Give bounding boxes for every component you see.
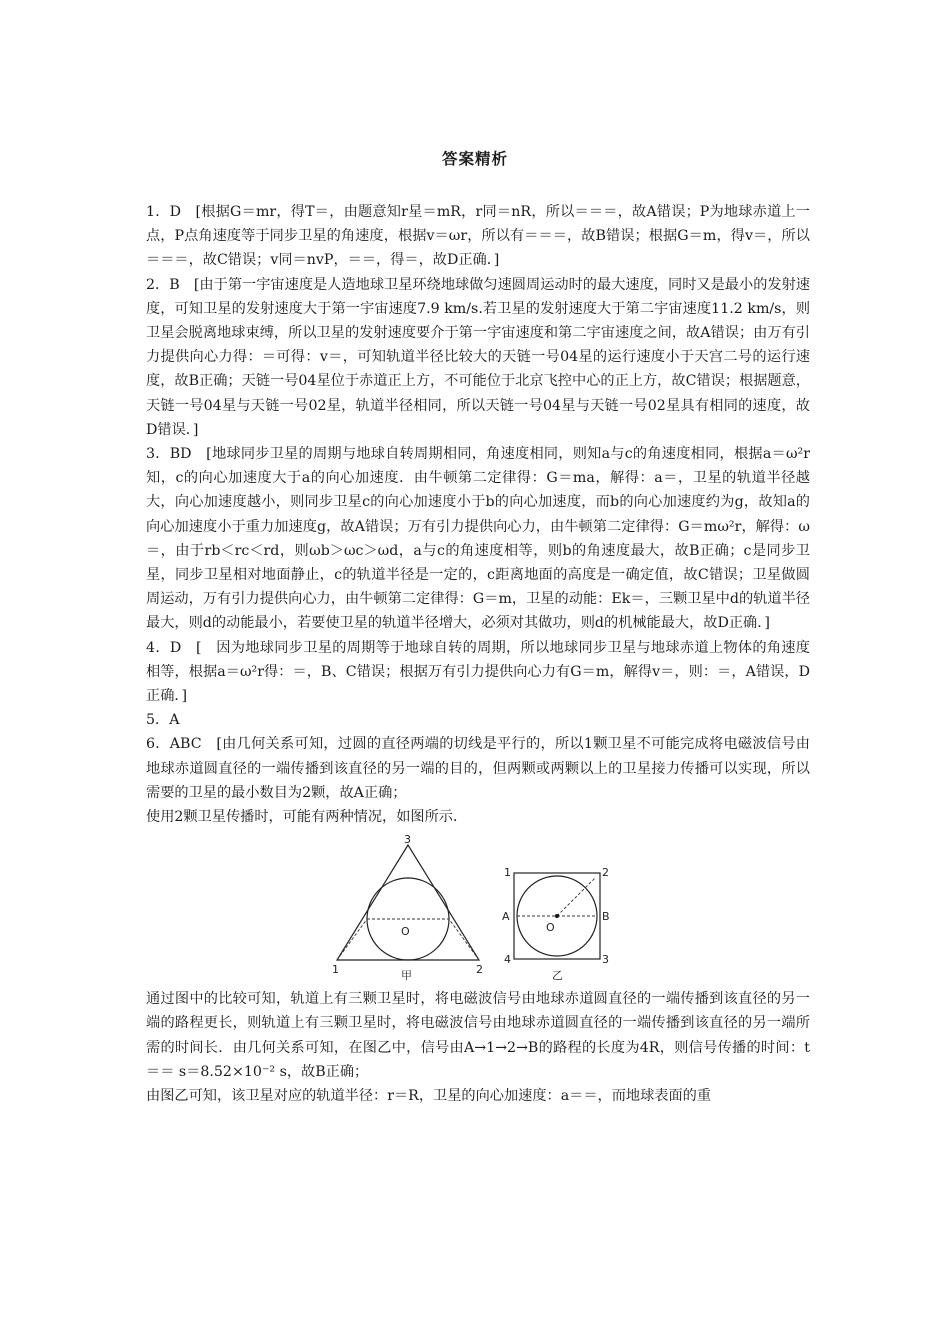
left-dashed	[337, 919, 367, 960]
page-title: 答案精析	[441, 150, 508, 168]
label-1: 1	[332, 963, 339, 977]
figures	[146, 833, 810, 981]
answer-2: 2．B [由于第一宇宙速度是人造地球卫星环绕地球做匀速圆周运动时的最大速度，同时又是最小的发射速度，可知卫星的发射速度大于第一宇宙速度7.9 km/s.若卫星的发射速度大于第二宇宙速度11.2 km/s，则卫星会脱离地球束缚，所以卫星的发射速度要介于第一宇宙速度和第二宇宙速度之间，故A错误；由万有引力提供向心力得：＝可得：v＝，可知轨道半径比较大的天链一号04星的运行速度小于天宫二号的运行速度，故B正确；天链一号04星位于赤道正上方，不可能位于北京飞控中心的正上方，故C错误；根据题意，天链一号04星与天链一号02星，轨道半径相同，所以天链一号04星与天链一号02星具有相同的速度，故D错误．]	[146, 276, 811, 438]
label-1: 1	[504, 866, 511, 880]
answer-6-explanation: 通过图中的比较可知，轨道上有三颗卫星时，将电磁波信号由地球赤道圆直径的一端传播到该直径的另一端的路程更长，则轨道上有三颗卫星时，将电磁波信号由地球赤道圆直径的一端传播到该直径的另一端所需的时间长．由几何关系可知，在图乙中，信号由A→1→2→B的路程的长度为4R，则信号传播的时间：t＝＝ s＝8.52×10⁻² s，故B正确；	[146, 991, 810, 1080]
label-3: 3	[404, 833, 411, 847]
answer-6-continued: 由图乙可知，该卫星对应的轨道半径：r＝R，卫星的向心加速度：a＝＝，而地球表面的重	[146, 1088, 712, 1105]
answer-content	[146, 200, 810, 1108]
label-3: 3	[602, 953, 609, 967]
figure-jia	[333, 833, 493, 981]
label-b: B	[602, 910, 610, 924]
radius-dashed	[557, 877, 596, 916]
answer-6-figure-intro: 使用2颗卫星传播时，可能有两种情况，如图所示．	[146, 809, 468, 826]
center-dot	[555, 914, 559, 918]
triangle	[337, 845, 479, 960]
label-o: O	[546, 921, 555, 935]
answer-6: 6．ABC [由几何关系可知，过圆的直径两端的切线是平行的，所以1颗卫星不可能完成将电磁波信号由地球赤道圆直径的一端传播到该直径的另一端的目的，但两颗或两颗以上的卫星接力传播可以实现，所以需要的卫星的最小数目为2颗，故A正确；	[146, 736, 810, 801]
right-dashed	[449, 919, 479, 960]
label-4: 4	[504, 953, 511, 967]
answer-1: 1．D [根据G＝mr，得T＝，由题意知r星＝mR，r同＝nR，所以＝＝＝，故A错误；P为地球赤道上一点，P点角速度等于同步卫星的角速度，根据v＝ωr，所以有＝＝＝，故B错误；根据G＝m，得v＝，所以＝＝＝，故C错误；v同＝nvP，＝＝，得＝，故D正确．]	[146, 204, 810, 269]
label-o: O	[401, 925, 410, 939]
label-a: A	[502, 910, 510, 924]
caption-jia: 甲	[401, 969, 412, 983]
answer-4: 4．D [ 因为地球同步卫星的周期等于地球自转的周期，所以地球同步卫星与地球赤道上物体的角速度相等，根据a＝ω²r得：＝，B、C错误；根据万有引力提供向心力有G＝m，解得v＝，则：＝，A错误，D正确．]	[146, 639, 810, 705]
answer-5: 5．A	[146, 712, 180, 729]
caption-yi: 乙	[552, 969, 563, 983]
answer-3: 3．BD [地球同步卫星的周期与地球自转周期相同，角速度相同，则知a与c的角速度相同，根据a＝ω²r知，c的向心加速度大于a的向心加速度．由牛顿第二定律得：G＝ma，解得：a＝，卫星的轨道半径越大，向心加速度越小，则同步卫星c的向心加速度小于b的向心加速度，而b的向心加速度约为g，故知a的向心加速度小于重力加速度g，故A错误；万有引力提供向心力，由牛顿第二定律得：G＝mω²r，解得：ω＝，由于rb＜rc＜rd，则ωb＞ωc＞ωd，a与c的角速度相等，则b的角速度最大，故B正确；c是同步卫星，同步卫星相对地面静止，c的轨道半径是一定的，c距离地面的高度是一确定值，故C错误；卫星做圆周运动，万有引力提供向心力，由牛顿第二定律得：G＝m，卫星的动能：Ek＝，三颗卫星中d的轨道半径最大，则d的动能最小，若要使卫星的轨道半径增大，必须对其做功，则d的机械能最大，故D正确．]	[146, 446, 810, 632]
figure-yi	[500, 865, 610, 981]
label-2: 2	[476, 963, 483, 977]
label-2: 2	[602, 866, 609, 880]
